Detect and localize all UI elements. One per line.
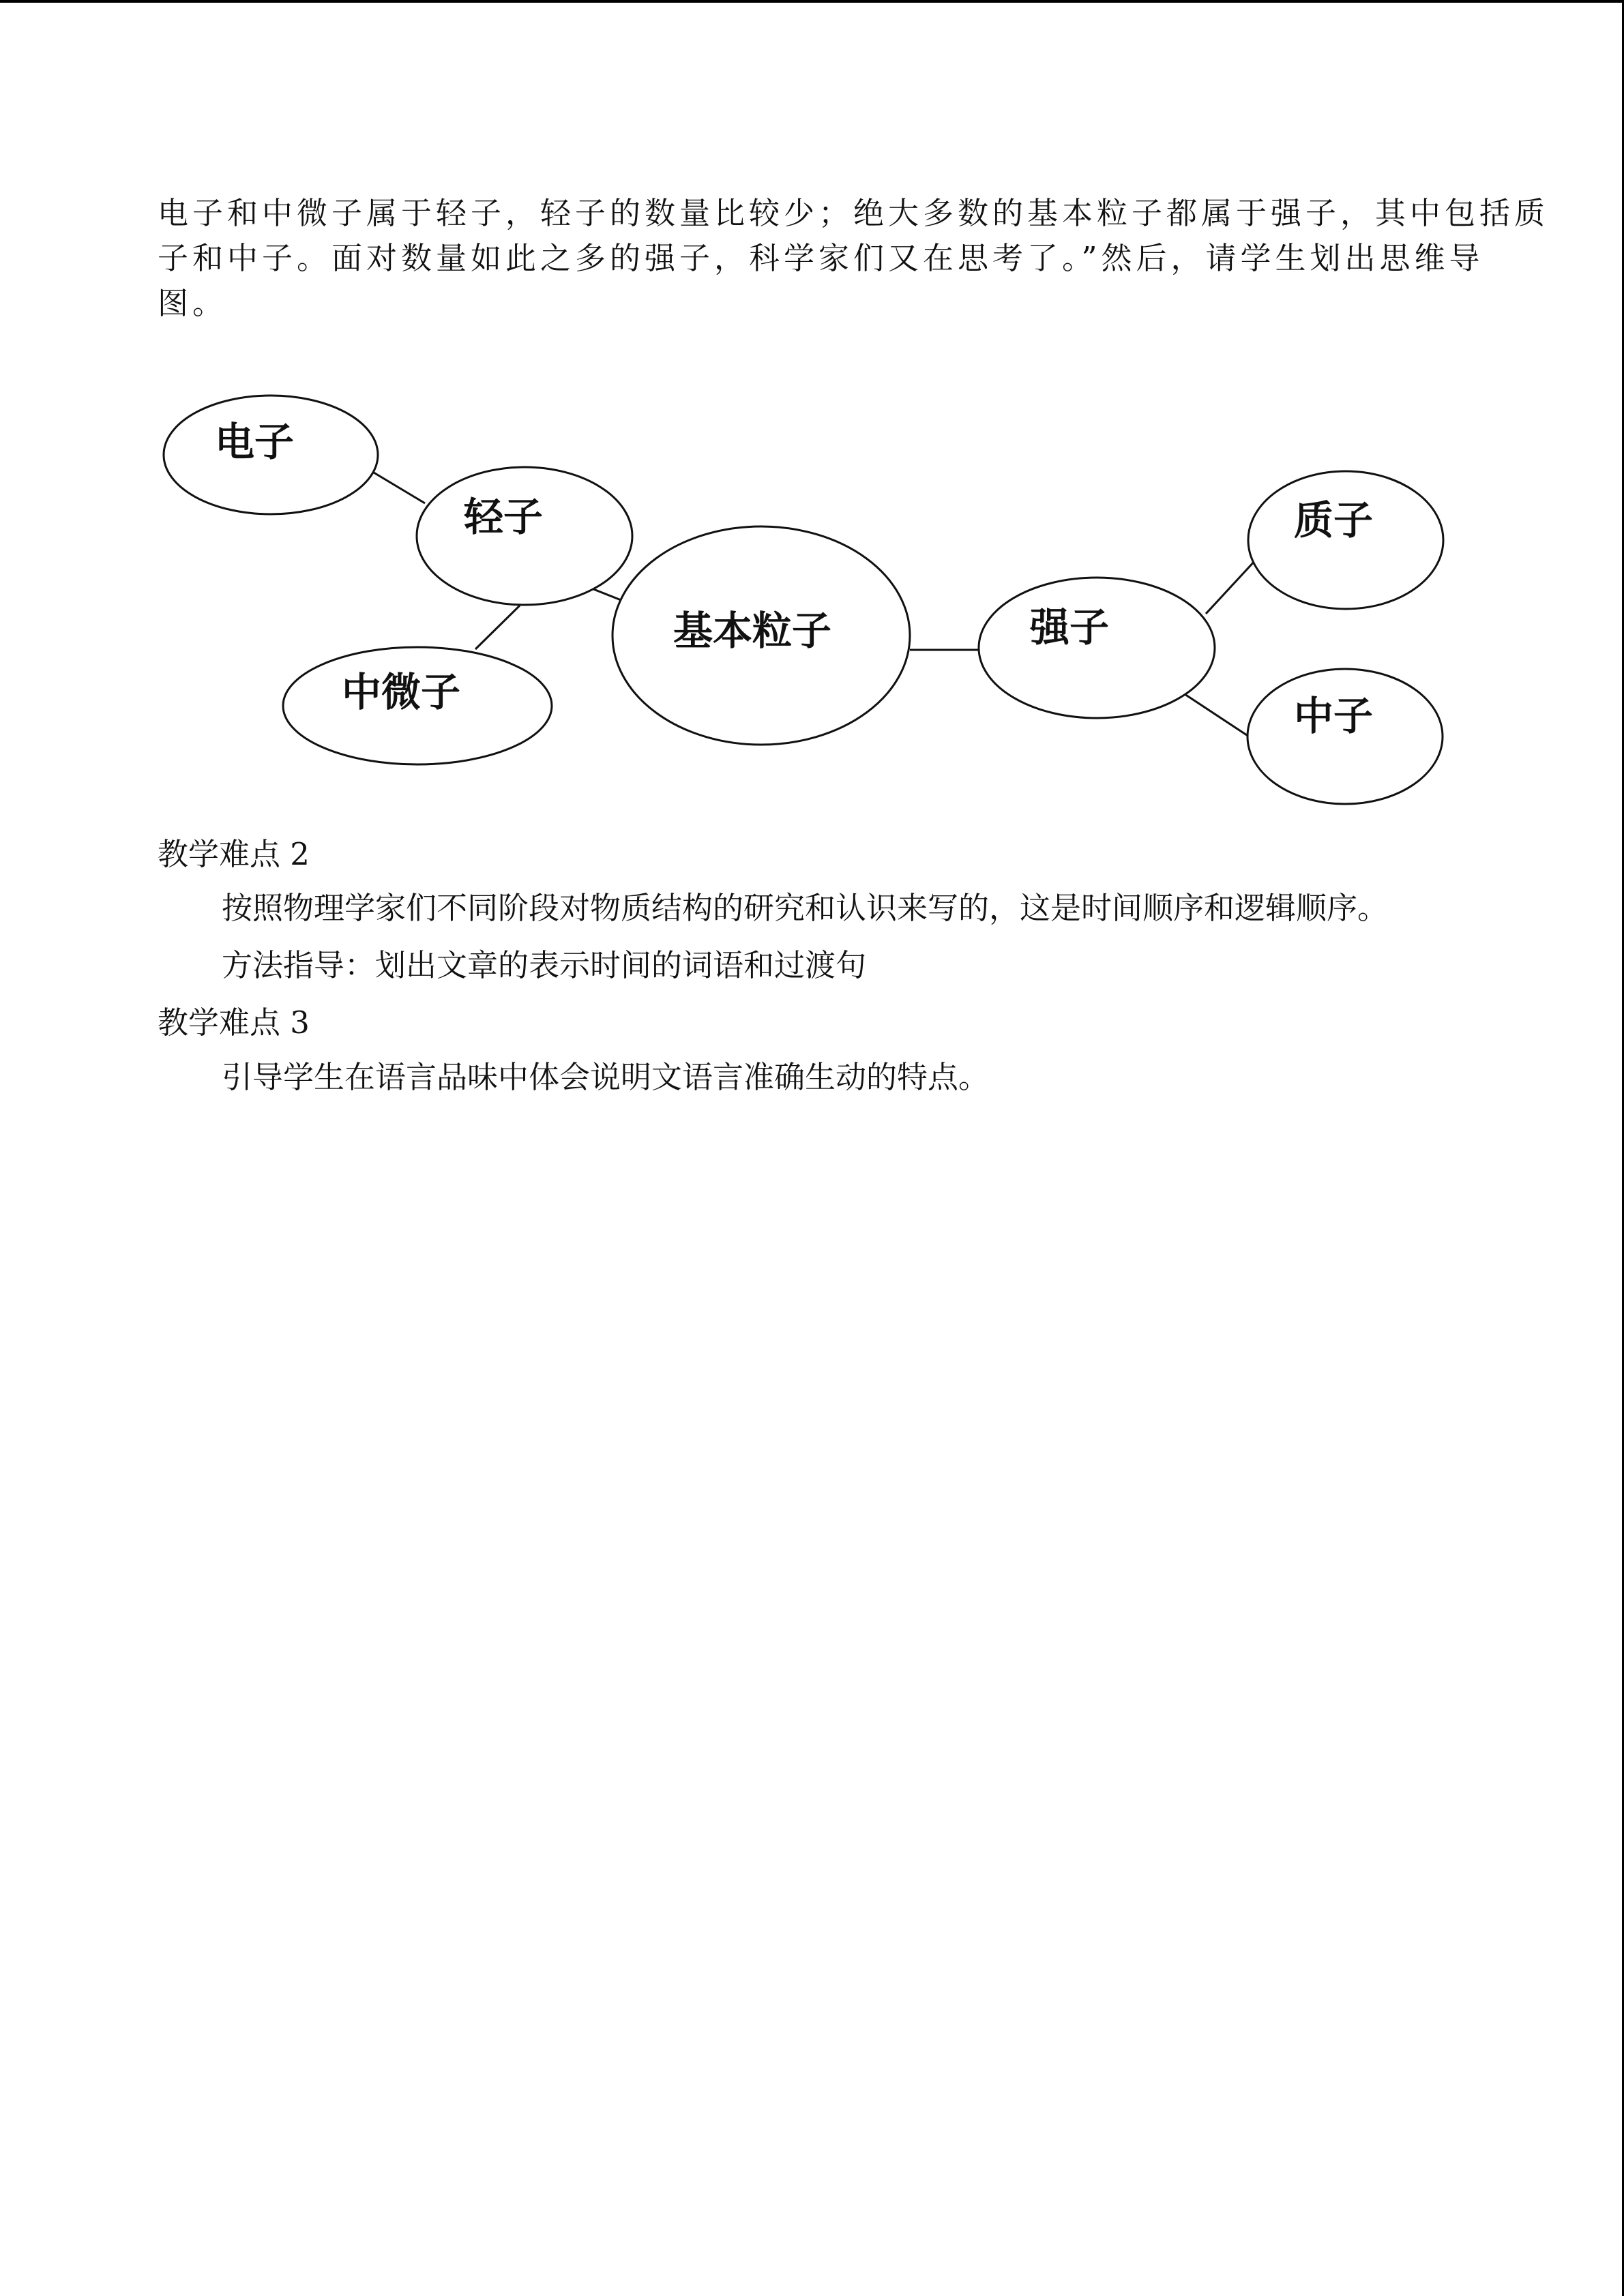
connector-leptons-center: [590, 588, 623, 601]
section-paragraph: 方法指导：划出文章的表示时间的词语和过渡句: [222, 947, 867, 983]
connector-hadrons-proton: [1206, 559, 1256, 614]
section-paragraph: 引导学生在语言品味中体会说明文语言准确生动的特点。: [222, 1059, 990, 1095]
intro-line: 图。: [158, 285, 228, 321]
intro-line: 电子和中微子属于轻子，轻子的数量比较少；绝大多数的基本粒子都属于强子，其中包括质: [158, 195, 1550, 231]
section-heading: 教学难点 3: [158, 1004, 310, 1041]
node-proton: [1248, 471, 1443, 609]
connector-leptons-neutrino: [475, 606, 520, 649]
node-neutron: [1247, 669, 1443, 804]
node-leptons: [417, 467, 632, 605]
section-paragraph: 按照物理学家们不同阶段对物质结构的研究和认识来写的，这是时间顺序和逻辑顺序。: [222, 890, 1389, 926]
intro-paragraph: [158, 191, 1550, 326]
mind-map-diagram: [153, 382, 1463, 818]
section-heading: 教学难点 2: [158, 836, 310, 872]
node-hadrons-label: 强子: [1029, 604, 1110, 651]
node-proton-label: 质子: [1293, 497, 1374, 543]
node-center-label: 基本粒子: [673, 608, 832, 654]
node-center: [612, 526, 910, 745]
node-leptons-label: 轻子: [463, 494, 544, 540]
node-neutrino-label: 中微子: [341, 669, 461, 715]
node-electron-label: 电子: [214, 419, 295, 465]
node-neutron-label: 中子: [1293, 693, 1374, 739]
node-electron: [164, 396, 378, 514]
connector-electron-leptons: [374, 473, 425, 503]
node-hadrons: [979, 578, 1215, 718]
intro-line: 子和中子。面对数量如此之多的强子，科学家们又在思考了。”然后，请学生划出思维导: [158, 240, 1484, 276]
connector-hadrons-neutron: [1185, 694, 1251, 738]
node-neutrino: [283, 647, 552, 764]
page-top-border: [0, 0, 1624, 3]
